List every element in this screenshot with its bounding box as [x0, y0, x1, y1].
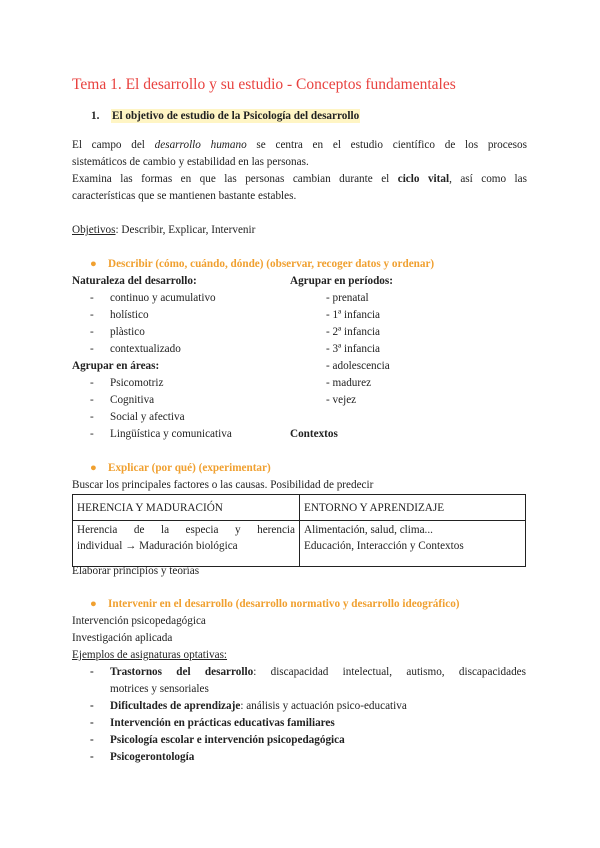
section-heading: [91, 110, 360, 122]
document-page: Tema 1. El desarrollo y su estudio - Conceptos fundamentales 1. El objetivo de estudio de la Psicología del desarrollo El campo del desarrollo humano se centra en el estudio científico de los procesos sistemáticos de cambio y estabilidad en las personas. Examina las formas en que las personas cambian durante el ciclo vital, así como las características que se mantienen bastante estables. Objetivos: Describir, Explicar, Intervenir ● Describir (cómo, cuándo, dónde) (observar, recoger datos y ordenar) Naturaleza del desarrollo: - continuo y acumulativo - holístico - plàstico - contextualizado Agrupar en áreas: - Psicomotriz - Cognitiva - Social y afectiva - Lingüística y comunicativa Agrupar en períodos: - prenatal - 1ª infancia - 2ª infancia - 3ª infancia - adolescencia - madurez - vejez Contextos ● Explicar (por qué) (experimentar) Buscar los principales factores o las causas. Posibilidad de predecir HERENCIA Y MADURACIÓN ENTORNO Y APRENDIZAJE Herencia de la especia y herencia individual → Maduración biológica Alimentación, salud, clima... Educación, Interacción y Contextos Elaborar principios y teorías ● Intervenir en el desarrollo (desarrollo normativo y desarrollo ideográfico) Intervención psicopedagógica Investigación aplicada Ejemplos de asignaturas optativas: - Trastornos del desarrollo: discapacidad intelectual, autismo, discapacidades motrices y sensoriales - Dificultades de aprendizaje: análisis y actuación psico-educativa - Intervención en prácticas educativas familiares - Psicología escolar e intervención psicopedagógica - Psicogerontología: [72, 76, 527, 763]
intro-p1-line2: sistemáticos de cambio y estabilidad en las personas.: [72, 156, 309, 168]
describir-heading: ● Describir (cómo, cuándo, dónde) (observar, recoger datos y ordenar): [90, 256, 434, 273]
period-item: - 2ª infancia: [326, 326, 381, 338]
intervenir-line-1: Intervención psicopedagógica: [72, 615, 206, 627]
intervenir-heading: ● Intervenir en el desarrollo (desarrollo normativo y desarrollo ideográfico): [90, 596, 460, 613]
nature-heading: Naturaleza del desarrollo:: [72, 275, 197, 287]
page-title: Tema 1. El desarrollo y su estudio - Conceptos fundamentales: [72, 76, 456, 93]
bullet-icon: ●: [90, 462, 97, 474]
table-cell-environment: Alimentación, salud, clima... Educación, Interacción y Contextos: [300, 521, 526, 567]
table-header-heredity: HERENCIA Y MADURACIÓN: [73, 495, 300, 521]
area-item: - Lingüística y comunicativa: [90, 428, 232, 440]
nature-item: - contextualizado: [90, 343, 181, 355]
period-item: - 3ª infancia: [326, 343, 381, 355]
period-item: - 1ª infancia: [326, 309, 381, 321]
periods-heading: Agrupar en períodos:: [290, 275, 393, 287]
period-item: - vejez: [326, 394, 357, 406]
section-number: 1.: [91, 110, 100, 122]
period-item: - prenatal: [326, 292, 369, 304]
objectives-label: Objetivos: [72, 224, 116, 236]
table-cell-heredity: Herencia de la especia y herencia individual → Maduración biológica: [73, 521, 300, 567]
contexts-label: Contextos: [290, 428, 338, 440]
intro-p2-line2: características que se mantienen bastante estables.: [72, 190, 297, 202]
section-heading-text: El objetivo de estudio de la Psicología del desarrollo: [112, 110, 360, 122]
area-item: - Social y afectiva: [90, 411, 185, 423]
nature-item: - plàstico: [90, 326, 145, 338]
nature-item: - continuo y acumulativo: [90, 292, 216, 304]
objectives-line: Objetivos: Describir, Explicar, Intervenir: [72, 224, 256, 236]
heredity-environment-table: [72, 494, 526, 567]
intro-p2-line1: Examina las formas en que las personas cambian durante el ciclo vital, así como las: [72, 173, 527, 185]
period-item: - adolescencia: [326, 360, 390, 372]
example-item: - Trastornos del desarrollo: discapacidad intelectual, autismo, discapacidades motrices y sensoriales: [90, 666, 527, 695]
intervenir-line-2: Investigación aplicada: [72, 632, 173, 644]
intro-paragraph-1: [72, 137, 527, 171]
bullet-icon: ●: [90, 598, 97, 610]
explicar-description: Buscar los principales factores o las causas. Posibilidad de predecir: [72, 479, 374, 491]
area-item: - Cognitiva: [90, 394, 155, 406]
intro-p1-line1: El campo del desarrollo humano se centra en el estudio científico de los procesos: [72, 139, 527, 151]
examples-label: Ejemplos de asignaturas optativas:: [72, 649, 228, 661]
nature-item: - holístico: [90, 309, 149, 321]
bullet-icon: ●: [90, 258, 97, 270]
table-header-environment: ENTORNO Y APRENDIZAJE: [300, 495, 526, 521]
intro-paragraph-2: [72, 171, 527, 205]
area-item: - Psicomotriz: [90, 377, 164, 389]
areas-heading: Agrupar en áreas:: [72, 360, 160, 372]
explicar-after: Elaborar principios y teorías: [72, 565, 200, 577]
explicar-heading: ● Explicar (por qué) (experimentar): [90, 460, 271, 477]
period-item: - madurez: [326, 377, 372, 389]
